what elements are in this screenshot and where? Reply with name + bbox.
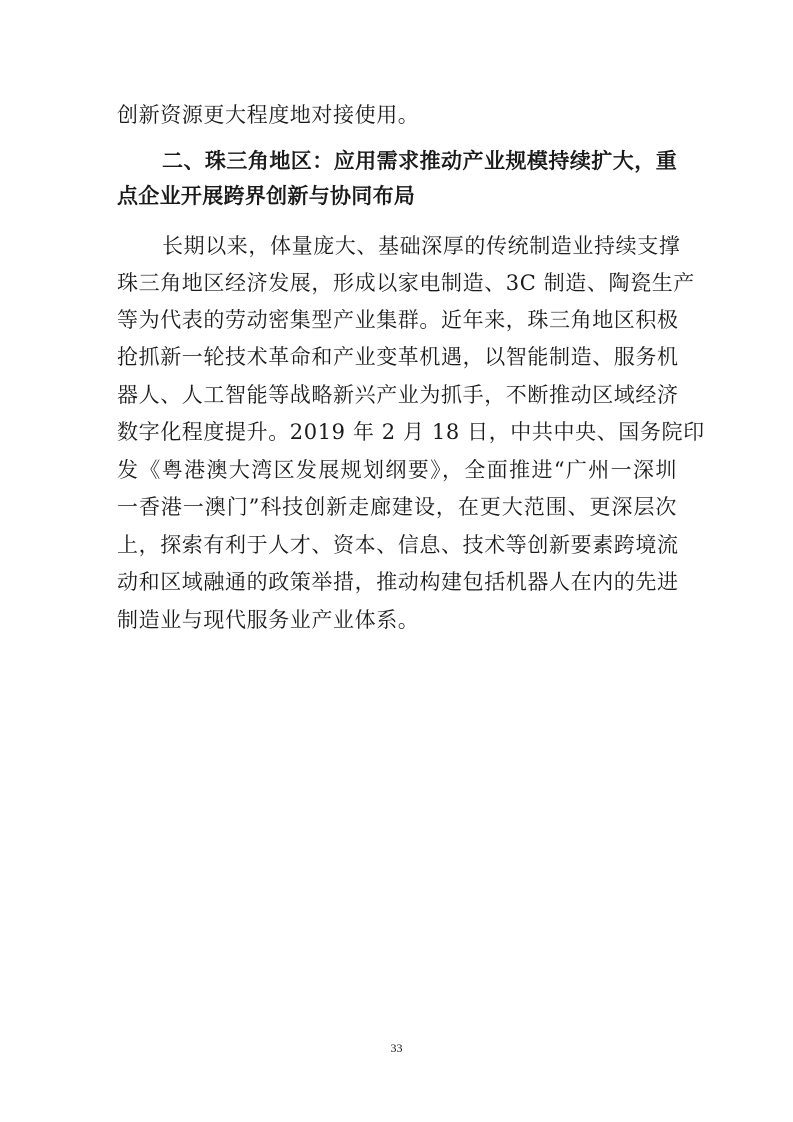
page-number: 33 — [390, 1041, 403, 1055]
paragraph-line: 长期以来，体量庞大、基础深厚的传统制造业持续支撑 — [162, 234, 681, 258]
carry-over-line: 创新资源更大程度地对接使用。 — [117, 103, 420, 127]
paragraph-line: 一香港一澳门”科技创新走廊建设，在更大范围、更深层次 — [117, 495, 677, 519]
paragraph-line: 抢抓新一轮技术革命和产业变革机遇，以智能制造、服务机 — [117, 345, 679, 369]
section-heading-line: 二、珠三角地区：应用需求推动产业规模持续扩大，重 — [162, 149, 677, 173]
paragraph-line: 动和区域融通的政策举措，推动构建包括机器人在内的先进 — [117, 570, 679, 594]
paragraph-line: 上，探索有利于人才、资本、信息、技术等创新要素跨境流 — [117, 533, 679, 557]
paragraph-line: 等为代表的劳动密集型产业集群。近年来，珠三角地区积极 — [117, 308, 679, 332]
paragraph-line: 珠三角地区经济发展，形成以家电制造、3C 制造、陶瓷生产 — [117, 271, 695, 295]
paragraph-line: 数字化程度提升。2019 年 2 月 18 日，中共中央、国务院印 — [117, 420, 705, 444]
paragraph-line: 器人、人工智能等战略新兴产业为抓手，不断推动区域经济 — [117, 383, 679, 407]
section-heading-line: 点企业开展跨界创新与协同布局 — [117, 184, 416, 208]
paragraph-line: 制造业与现代服务业产业体系。 — [117, 608, 420, 632]
paragraph-line: 发《粤港澳大湾区发展规划纲要》，全面推进“广州一深圳 — [117, 458, 677, 482]
